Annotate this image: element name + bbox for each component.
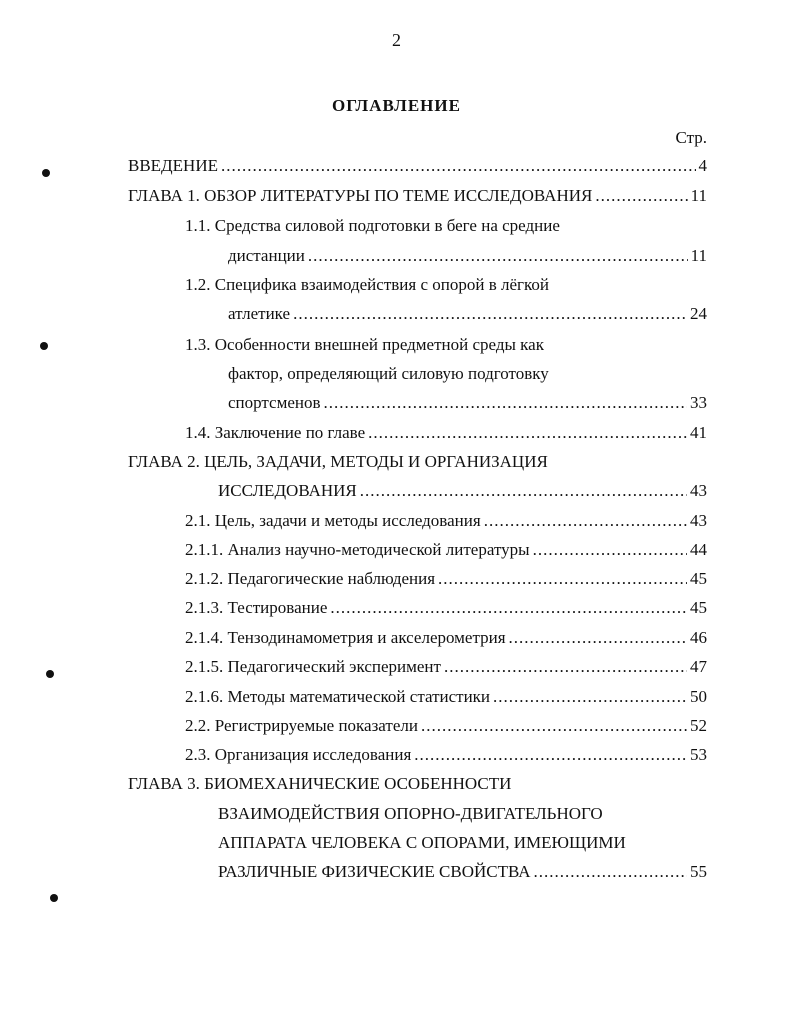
page-title: ОГЛАВЛЕНИЕ xyxy=(332,96,461,115)
toc-entry-text: 2.1.1. Анализ научно-методической литературы xyxy=(185,540,530,559)
toc-entry-page: 50 xyxy=(690,687,707,706)
toc-entry-page: 52 xyxy=(690,716,707,735)
toc-entry-1-2-line1: 1.2. Специфика взаимодействия с опорой в лёгкой xyxy=(185,275,549,294)
binder-hole-mark xyxy=(50,894,58,902)
toc-entry-text: атлетике xyxy=(228,304,291,323)
toc-entry-intro xyxy=(128,154,707,178)
binder-hole-mark xyxy=(42,169,50,177)
page-column-header: Стр. xyxy=(675,128,707,147)
toc-entry-text: 2.1. Цель, задачи и методы исследования xyxy=(185,511,481,530)
toc-entry-page: 53 xyxy=(690,745,707,764)
toc-entry-text: ИССЛЕДОВАНИЯ xyxy=(218,481,357,500)
toc-entry-page: 46 xyxy=(690,628,707,647)
toc-entry-chapter-1 xyxy=(128,184,707,208)
toc-leader-dots xyxy=(324,391,687,415)
toc-entry-2-3 xyxy=(185,743,707,767)
toc-leader-dots xyxy=(221,154,696,178)
toc-entry-page: 4 xyxy=(698,156,707,175)
toc-leader-dots xyxy=(444,655,687,679)
toc-entry-1-2 xyxy=(228,302,707,326)
toc-leader-dots xyxy=(438,567,687,591)
toc-leader-dots xyxy=(534,860,687,884)
toc-entry-text: 2.2. Регистрируемые показатели xyxy=(185,716,418,735)
toc-leader-dots xyxy=(330,596,687,620)
toc-entry-page: 45 xyxy=(690,598,707,617)
toc-entry-page: 24 xyxy=(690,304,707,323)
toc-entry-page: 43 xyxy=(690,481,707,500)
toc-entry-text: 1.4. Заключение по главе xyxy=(185,423,366,442)
toc-entry-1-3-line2: фактор, определяющий силовую подготовку xyxy=(228,364,549,383)
toc-entry-page: 47 xyxy=(690,657,707,676)
toc-entry-text: РАЗЛИЧНЫЕ ФИЗИЧЕСКИЕ СВОЙСТВА xyxy=(218,862,531,881)
toc-leader-dots xyxy=(533,538,687,562)
toc-entry-page: 43 xyxy=(690,511,707,530)
toc-entry-2-2 xyxy=(185,714,707,738)
toc-entry-2-1 xyxy=(185,509,707,533)
toc-entry-text: 2.1.3. Тестирование xyxy=(185,598,328,617)
toc-entry-chapter-3-line1: ГЛАВА 3. БИОМЕХАНИЧЕСКИЕ ОСОБЕННОСТИ xyxy=(128,774,512,793)
toc-entry-page: 45 xyxy=(690,569,707,588)
toc-entry-text: ГЛАВА 1. ОБЗОР ЛИТЕРАТУРЫ ПО ТЕМЕ ИССЛЕДОВАНИЯ xyxy=(128,186,593,205)
toc-entry-text: 2.1.4. Тензодинамометрия и акселерометрия xyxy=(185,628,506,647)
page-number: 2 xyxy=(392,30,401,50)
toc-leader-dots xyxy=(509,626,687,650)
toc-entry-page: 41 xyxy=(690,423,707,442)
toc-entry-chapter-2-line1: ГЛАВА 2. ЦЕЛЬ, ЗАДАЧИ, МЕТОДЫ И ОРГАНИЗАЦИЯ xyxy=(128,452,548,471)
toc-entry-2-1-1 xyxy=(185,538,707,562)
toc-entry-text: 2.3. Организация исследования xyxy=(185,745,412,764)
toc-leader-dots xyxy=(484,509,687,533)
toc-entry-text: спортсменов xyxy=(228,393,321,412)
toc-entry-page: 44 xyxy=(690,540,707,559)
toc-entry-2-1-3 xyxy=(185,596,707,620)
toc-entry-1-4 xyxy=(185,421,707,445)
toc-entry-text: ВВЕДЕНИЕ xyxy=(128,156,218,175)
toc-leader-dots xyxy=(421,714,687,738)
toc-entry-chapter-3 xyxy=(218,860,707,884)
toc-entry-2-1-5 xyxy=(185,655,707,679)
toc-entry-1-3-line1: 1.3. Особенности внешней предметной среды как xyxy=(185,335,544,354)
toc-entry-text: 2.1.6. Методы математической статистики xyxy=(185,687,491,706)
toc-entry-1-1-line1: 1.1. Средства силовой подготовки в беге на средние xyxy=(185,216,560,235)
toc-leader-dots xyxy=(368,421,687,445)
binder-hole-mark xyxy=(46,670,54,678)
toc-leader-dots xyxy=(595,184,687,208)
toc-entry-chapter-3-line2: ВЗАИМОДЕЙСТВИЯ ОПОРНО-ДВИГАТЕЛЬНОГО xyxy=(218,804,603,823)
toc-entry-page: 55 xyxy=(690,862,707,881)
toc-leader-dots xyxy=(414,743,687,767)
toc-leader-dots xyxy=(360,479,687,503)
toc-entry-2-1-4 xyxy=(185,626,707,650)
toc-entry-2-1-2 xyxy=(185,567,707,591)
binder-hole-mark xyxy=(40,342,48,350)
toc-entry-text: дистанции xyxy=(228,246,305,265)
toc-entry-page: 33 xyxy=(690,393,707,412)
toc-leader-dots xyxy=(308,244,688,268)
toc-entry-1-3 xyxy=(228,391,707,415)
toc-entry-page: 11 xyxy=(690,186,707,205)
toc-entry-chapter-2 xyxy=(218,479,707,503)
toc-entry-chapter-3-line3: АППАРАТА ЧЕЛОВЕКА С ОПОРАМИ, ИМЕЮЩИМИ xyxy=(218,833,626,852)
toc-entry-text: 2.1.2. Педагогические наблюдения xyxy=(185,569,436,588)
toc-entry-2-1-6 xyxy=(185,685,707,709)
toc-entry-text: 2.1.5. Педагогический эксперимент xyxy=(185,657,441,676)
toc-leader-dots xyxy=(293,302,687,326)
toc-entry-page: 11 xyxy=(690,246,707,265)
toc-entry-1-1 xyxy=(228,244,707,268)
toc-leader-dots xyxy=(493,685,687,709)
